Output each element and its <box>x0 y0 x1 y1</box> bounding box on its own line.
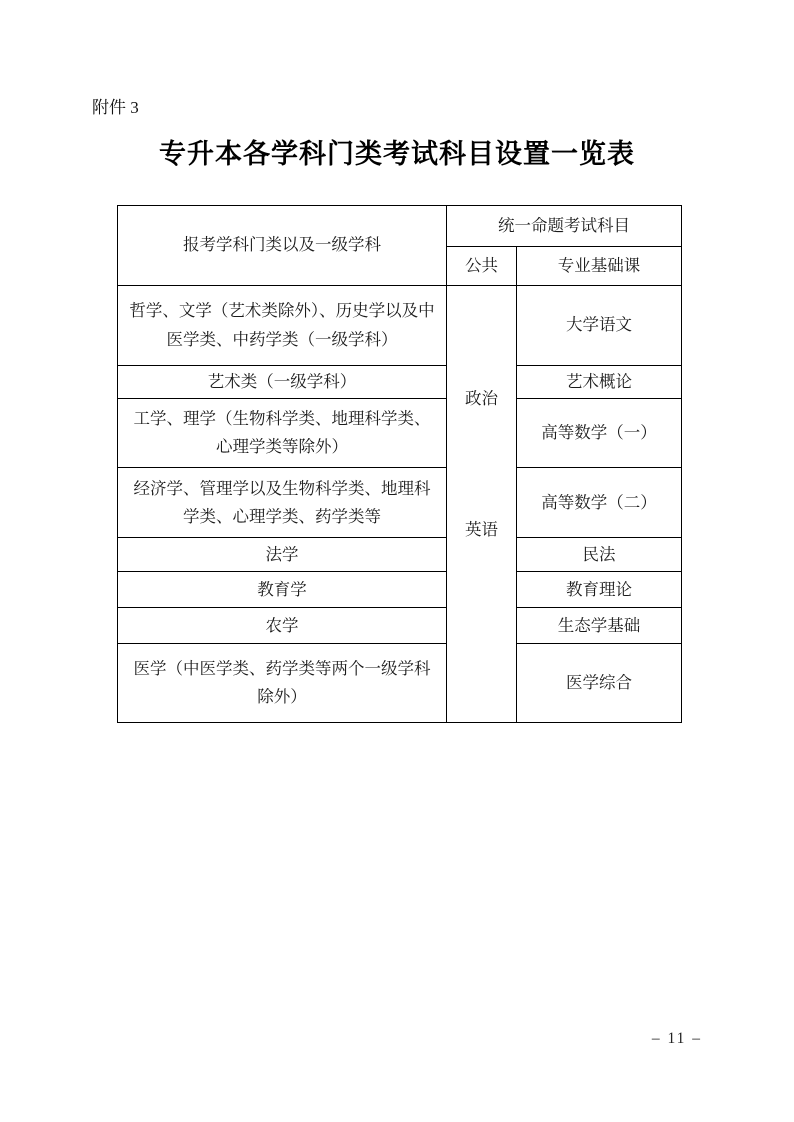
table-row <box>118 286 682 366</box>
attachment-label: 附件 3 <box>92 98 139 117</box>
exam-subjects-table <box>117 205 682 723</box>
subject-cell: 民法 <box>517 538 682 572</box>
header-unified-subjects: 统一命题考试科目 <box>447 206 682 247</box>
table-row <box>118 399 682 468</box>
table-row <box>118 572 682 608</box>
header-professional: 专业基础课 <box>517 247 682 286</box>
subject-cell: 医学综合 <box>517 644 682 723</box>
discipline-cell: 经济学、管理学以及生物科学类、地理科学类、心理学类、药学类等 <box>118 468 447 538</box>
header-disciplines: 报考学科门类以及一级学科 <box>118 206 447 286</box>
table-row <box>118 468 682 538</box>
subject-cell: 教育理论 <box>517 572 682 608</box>
discipline-cell: 农学 <box>118 608 447 644</box>
table-row <box>118 608 682 644</box>
subject-cell: 大学语文 <box>517 286 682 366</box>
discipline-cell: 医学（中医学类、药学类等两个一级学科除外） <box>118 644 447 723</box>
discipline-cell: 艺术类（一级学科） <box>118 366 447 399</box>
public-subject-politics: 政治 <box>465 389 498 409</box>
discipline-cell: 法学 <box>118 538 447 572</box>
discipline-cell: 工学、理学（生物科学类、地理科学类、心理学类等除外） <box>118 399 447 468</box>
subject-cell: 艺术概论 <box>517 366 682 399</box>
subject-cell: 高等数学（二） <box>517 468 682 538</box>
table-row <box>118 644 682 723</box>
table-row <box>118 366 682 399</box>
public-subject-english: 英语 <box>465 520 498 540</box>
table-row <box>118 538 682 572</box>
page-number: – 11 – <box>651 1030 702 1047</box>
discipline-cell: 哲学、文学（艺术类除外）、历史学以及中医学类、中药学类（一级学科） <box>118 286 447 366</box>
page-title: 专升本各学科门类考试科目设置一览表 <box>159 139 635 169</box>
header-row-1 <box>118 206 682 247</box>
header-public: 公共 <box>447 247 517 286</box>
discipline-cell: 教育学 <box>118 572 447 608</box>
subject-cell: 生态学基础 <box>517 608 682 644</box>
public-subjects-cell <box>447 286 517 723</box>
subject-cell: 高等数学（一） <box>517 399 682 468</box>
